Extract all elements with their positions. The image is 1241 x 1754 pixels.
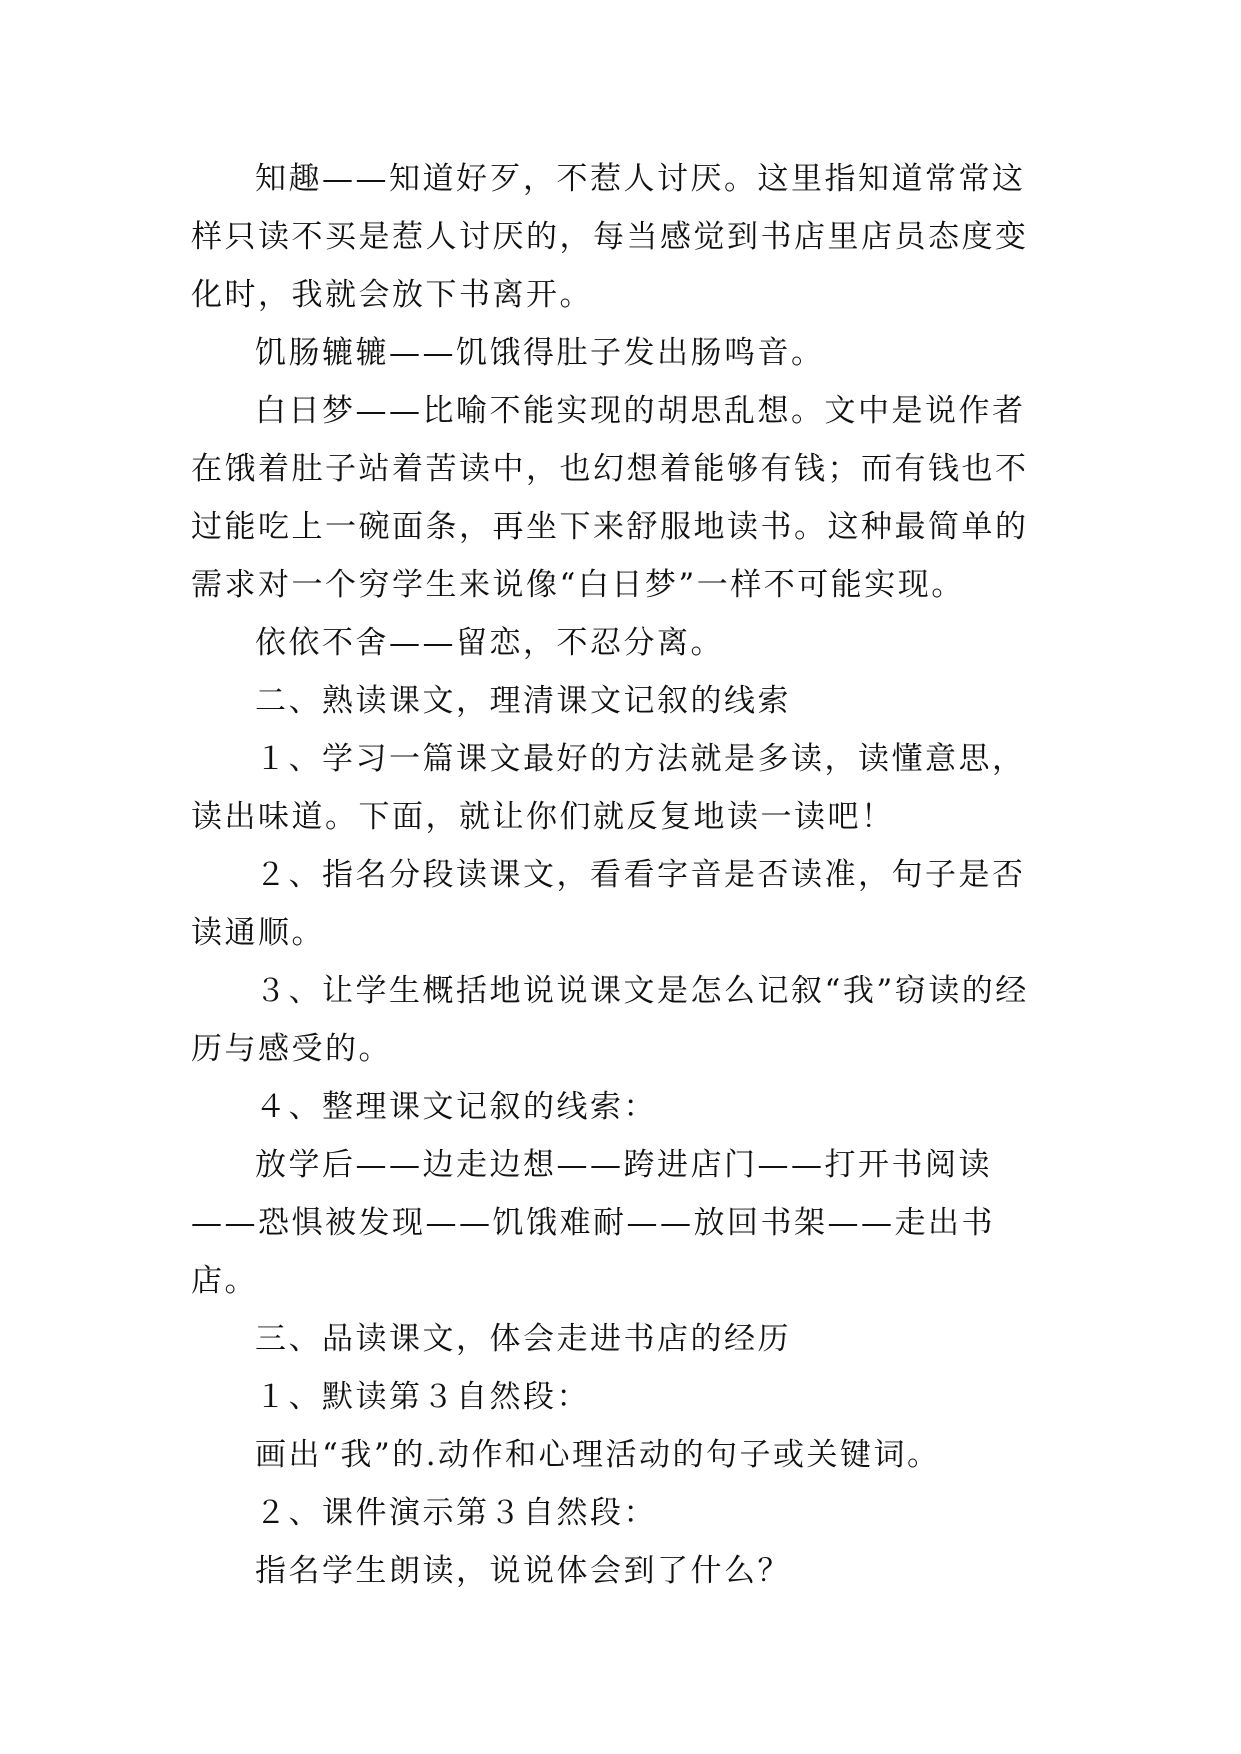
task-2: ２、课件演示第３自然段： — [255, 1495, 657, 1531]
paragraph-jichang: 饥肠辘辘——饥饿得肚子发出肠鸣音。 — [255, 335, 825, 371]
task-2-detail: 指名学生朗读，说说体会到了什么？ — [255, 1553, 791, 1589]
step-1: １、学习一篇课文最好的方法就是多读，读懂意思，读出味道。下面，就让你们就反复地读一读吧！ — [191, 741, 1026, 835]
paragraph-bairimeng: 白日梦——比喻不能实现的胡思乱想。文中是说作者在饿着肚子站着苦读中，也幻想着能够有钱；而有钱也不过能吃上一碗面条，再坐下来舒服地读书。这种最简单的需求对一个穷学生来说像“白日梦”一样不可能实现。 — [191, 393, 1029, 603]
clue-sequence: 放学后——边走边想——跨进店门——打开书阅读——恐惧被发现——饥饿难耐——放回书架——走出书店。 — [191, 1147, 995, 1299]
section-heading-2: 二、熟读课文，理清课文记叙的线索 — [255, 683, 791, 719]
document-body — [191, 150, 1051, 1600]
step-3: ３、让学生概括地说说课文是怎么记叙“我”窃读的经历与感受的。 — [191, 973, 1029, 1067]
section-heading-3: 三、品读课文，体会走进书店的经历 — [255, 1321, 791, 1357]
paragraph-zhiqu: 知趣——知道好歹，不惹人讨厌。这里指知道常常这样只读不买是惹人讨厌的，每当感觉到书店里店员态度变化时，我就会放下书离开。 — [191, 161, 1029, 313]
task-1-detail: 画出“我”的.动作和心理活动的句子或关键词。 — [255, 1437, 941, 1473]
step-2: ２、指名分段读课文，看看字音是否读准，句子是否读通顺。 — [191, 857, 1026, 951]
paragraph-yiyi: 依依不舍——留恋，不忍分离。 — [255, 625, 724, 661]
task-1: １、默读第３自然段： — [255, 1379, 590, 1415]
step-4: ４、整理课文记叙的线索： — [255, 1089, 657, 1125]
